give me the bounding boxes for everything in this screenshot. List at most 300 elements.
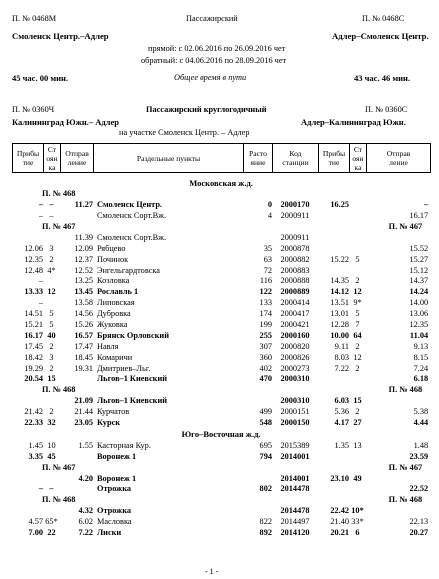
- arrival-right: 15.22: [330, 254, 349, 264]
- station-code: 2014497: [280, 517, 310, 527]
- station-name: Курчатов: [97, 407, 130, 417]
- railway-name: Юго–Восточная ж.д.: [181, 429, 261, 440]
- departure-right: [366, 506, 430, 517]
- page-number: - 1 -: [205, 567, 219, 576]
- table-row: [12, 341, 430, 352]
- distance: 548: [259, 418, 272, 427]
- table-row: [12, 506, 430, 517]
- arrival-right: [318, 233, 349, 244]
- stop-left: 2: [49, 341, 54, 351]
- table-row: [12, 473, 430, 484]
- departure-right: 13.06: [409, 309, 429, 319]
- station-code: 2000421: [280, 319, 310, 329]
- station-code: 2000882: [280, 254, 310, 264]
- stop-left: 2: [49, 254, 54, 264]
- distance: 892: [259, 528, 272, 538]
- travel-time-left: 45 час. 00 мин.: [12, 73, 69, 83]
- distance: 470: [259, 374, 272, 384]
- station-name: Смоленск Сорт.Вж.: [97, 232, 167, 242]
- station-code: 2000820: [280, 341, 310, 351]
- station-code: 2000170: [280, 200, 310, 210]
- arrival-right: 21.40: [330, 517, 349, 527]
- stop-right: 6: [355, 528, 360, 538]
- train-section-row: [12, 189, 430, 200]
- departure-left: 12.37: [74, 254, 93, 264]
- distance: [243, 396, 272, 407]
- distance: 35: [263, 243, 272, 253]
- station-name: Дубровка: [97, 309, 131, 319]
- stop-right: 5: [355, 309, 360, 319]
- arrival-left: –: [38, 211, 43, 221]
- departure-right: 12.35: [409, 319, 429, 329]
- distance: 695: [259, 440, 272, 450]
- train-left-number: П. № 0468М: [12, 14, 57, 23]
- departure-right: [366, 396, 430, 407]
- departure-left: 21.44: [74, 407, 93, 417]
- section-train-type: Пассажирский круглогодичный: [146, 105, 267, 114]
- station-code: 2000273: [280, 363, 310, 373]
- stop-left: 2: [49, 363, 54, 373]
- arrival-left: 17.45: [24, 341, 43, 351]
- stop-right: 2: [355, 363, 360, 373]
- arrival-left: 22.33: [24, 418, 43, 427]
- railway-heading: [12, 177, 430, 189]
- distance: 255: [259, 330, 272, 340]
- distance: 133: [259, 298, 272, 308]
- col-stop-left: Ст оян ка: [44, 144, 61, 173]
- section-right-train: П. № 468: [388, 385, 423, 395]
- stop-right: 64: [353, 330, 362, 340]
- stop-right: 49: [353, 473, 362, 483]
- arrival-left: –: [38, 298, 43, 308]
- arrival-right: 12.28: [330, 319, 349, 329]
- arrival-left: –: [38, 484, 43, 494]
- distance: 72: [263, 265, 272, 275]
- stop-left: 40: [47, 330, 56, 340]
- station-code: 2000160: [280, 330, 310, 340]
- section-right-train: П. № 467: [388, 221, 423, 231]
- departure-left: 13.58: [74, 298, 93, 308]
- departure-right: 15.27: [409, 254, 429, 264]
- arrival-left: [12, 473, 43, 484]
- stop-left: [43, 506, 60, 517]
- stop-left: 12: [47, 287, 56, 297]
- station-name: Курск: [97, 418, 121, 427]
- departure-left: [60, 451, 93, 462]
- stop-left: 3: [49, 352, 54, 362]
- stop-right: 2: [355, 276, 360, 286]
- arrival-left: [12, 233, 43, 244]
- arrival-left: [12, 506, 43, 517]
- stop-left: 5: [49, 319, 54, 329]
- station-code: 2000414: [280, 298, 310, 308]
- railway-name: Московская ж.д.: [189, 177, 253, 188]
- arrival-right: 14.35: [330, 276, 349, 286]
- stop-right: 7: [355, 319, 360, 329]
- arrival-right: 13.51: [330, 298, 349, 308]
- distance: 174: [259, 309, 272, 319]
- train-section-row: [12, 462, 430, 473]
- departure-left: 13.45: [74, 287, 93, 297]
- departure-left: 11.27: [74, 200, 93, 210]
- departure-left: 11.39: [74, 232, 93, 242]
- table-row: [12, 265, 430, 276]
- departure-right: 14.37: [409, 276, 429, 286]
- arrival-left: 16.17: [24, 330, 43, 340]
- stop-right: 5: [355, 254, 360, 264]
- departure-right: 14.00: [409, 298, 429, 308]
- table-row: [12, 200, 430, 211]
- period-return: обратный: с 04.06.2016 по 28.09.2016 чет: [141, 56, 287, 65]
- arrival-right: 13.01: [330, 309, 349, 319]
- station-code: 2014001: [280, 473, 310, 483]
- stop-right: [349, 451, 366, 462]
- stop-left: 10: [47, 440, 56, 450]
- stop-left: [43, 233, 60, 244]
- departure-right: 4.44: [413, 418, 429, 427]
- table-row: [12, 211, 430, 222]
- station-name: Смоленск Центр.: [97, 200, 163, 210]
- stop-right: 2: [355, 341, 360, 351]
- station-name: Лиски: [97, 528, 122, 538]
- stop-right: 15: [353, 396, 362, 406]
- stop-left: 4*: [47, 265, 56, 275]
- arrival-left: 4.57: [28, 517, 43, 527]
- table-row: [12, 331, 430, 342]
- section-route-left: Калининград Южн.– Адлер: [12, 117, 119, 127]
- arrival-right: [318, 265, 349, 276]
- arrival-left: 13.33: [24, 287, 43, 297]
- table-row: [12, 243, 430, 254]
- arrival-right: [318, 374, 349, 385]
- arrival-left: 15.21: [24, 319, 43, 329]
- arrival-right: 10.00: [330, 330, 349, 340]
- stop-right: 12: [353, 287, 362, 297]
- stop-right: 27: [353, 418, 362, 427]
- arrival-right: 1.35: [334, 440, 349, 450]
- stop-right: [349, 265, 366, 276]
- station-name: Смоленск Сорт.Вж.: [97, 211, 167, 221]
- section-right-train: П. № 467: [388, 462, 423, 472]
- distance: 4: [267, 211, 272, 221]
- table-row: [12, 276, 430, 287]
- departure-left: 19.31: [74, 363, 93, 373]
- station-name: Льгов–1 Киевский: [97, 396, 168, 406]
- stop-left: 45: [47, 451, 56, 461]
- station-name: Воронеж 1: [97, 451, 137, 461]
- arrival-left: 12.06: [24, 243, 43, 253]
- table-row: [12, 407, 430, 418]
- section-right-train: [243, 189, 430, 200]
- distance: 307: [259, 341, 272, 351]
- stop-left: 5: [49, 309, 54, 319]
- travel-time-label: Общее время в пути: [174, 73, 247, 82]
- table-row: [12, 484, 430, 495]
- arrival-right: 9.11: [334, 341, 349, 351]
- distance: [243, 506, 272, 517]
- station-code: 2000889: [280, 287, 310, 297]
- arrival-left: [12, 396, 43, 407]
- section-left-train: П. № 467: [42, 462, 76, 472]
- arrival-right: 16.25: [330, 200, 349, 210]
- departure-right: –: [423, 200, 429, 210]
- departure-right: 15.52: [409, 243, 429, 253]
- train-type: Пассажирский: [186, 14, 238, 23]
- departure-left: [60, 211, 93, 222]
- col-arrival-left: Прибы тие: [13, 144, 44, 173]
- departure-left: 4.20: [78, 473, 93, 483]
- stop-left: –: [49, 211, 54, 221]
- departure-right: 16.17: [409, 211, 429, 221]
- departure-right: 14.24: [409, 287, 429, 297]
- section-right-train: П. № 468: [388, 495, 423, 505]
- stop-left: [43, 276, 60, 287]
- arrival-right: [318, 243, 349, 254]
- station-code: 2014120: [280, 528, 310, 538]
- arrival-left: 21.42: [24, 407, 43, 417]
- period-direct: прямой: с 02.06.2016 по 26.09.2016 чет: [148, 44, 286, 53]
- station-name: Навля: [97, 341, 119, 351]
- stop-right: 13: [353, 440, 362, 450]
- stop-left: 32: [47, 418, 56, 427]
- departure-right: [366, 233, 430, 244]
- departure-left: 6.02: [78, 517, 93, 527]
- table-row: [12, 309, 430, 320]
- train-section-row: [12, 222, 430, 233]
- stop-left: 2: [49, 407, 54, 417]
- departure-right: [366, 473, 430, 484]
- col-stations: Раздельные пункты: [94, 144, 244, 173]
- table-row: [12, 441, 430, 452]
- station-code: 2015389: [280, 440, 310, 450]
- arrival-right: 4.17: [334, 418, 349, 427]
- station-name: Починок: [97, 254, 129, 264]
- station-name: Комаричи: [97, 352, 133, 362]
- travel-time-right: 43 час. 46 мин.: [354, 73, 411, 83]
- station-name: Козловка: [97, 276, 130, 286]
- departure-left: 23.05: [74, 418, 93, 427]
- arrival-right: 23.10: [330, 473, 349, 483]
- section-left-train: П. № 467: [42, 221, 76, 231]
- stop-right: [349, 484, 366, 495]
- stop-left: [43, 396, 60, 407]
- table-row: [12, 517, 430, 528]
- section-subtitle: на участке Смоленск Центр. – Адлер: [119, 128, 250, 137]
- section-left-train: П. № 468: [42, 385, 76, 395]
- col-departure-right: Отправ ление: [367, 144, 431, 173]
- arrival-right: 20.21: [330, 528, 349, 538]
- col-distance: Расто яние: [244, 144, 273, 173]
- stop-right: 9*: [353, 298, 362, 308]
- departure-right: 15.12: [409, 265, 429, 275]
- distance: 499: [259, 407, 272, 417]
- station-code: 2000310: [280, 374, 310, 384]
- distance: 794: [259, 451, 272, 461]
- departure-right: 20.27: [409, 528, 429, 538]
- departure-right: 22.52: [409, 484, 429, 494]
- train-right-number: П. № 0468С: [362, 14, 405, 23]
- station-code: 2000888: [280, 276, 310, 286]
- section-route-right: Адлер–Калининград Южн.: [301, 117, 406, 127]
- table-row: [12, 287, 430, 298]
- arrival-right: 7.22: [334, 363, 349, 373]
- stop-right: [349, 374, 366, 385]
- arrival-left: 7.00: [28, 528, 43, 538]
- stop-right: 10*: [351, 506, 364, 516]
- distance: [243, 233, 272, 244]
- station-name: Брянск Орловский: [97, 330, 169, 340]
- col-station-code: Код станции: [273, 144, 319, 173]
- departure-right: 8.15: [413, 352, 429, 362]
- distance: 822: [259, 517, 272, 527]
- arrival-left: 3.35: [28, 451, 43, 461]
- table-row: [12, 451, 430, 462]
- departure-left: [60, 484, 93, 495]
- arrival-right: [318, 211, 349, 222]
- stop-right: 33*: [351, 517, 364, 527]
- table-row: [12, 374, 430, 385]
- arrival-right: 22.42: [330, 506, 349, 516]
- arrival-right: 5.36: [334, 407, 349, 417]
- departure-right: 6.18: [413, 374, 429, 384]
- arrival-left: 12.35: [24, 254, 43, 264]
- departure-right: 7.24: [413, 363, 429, 373]
- departure-right: 9.13: [413, 341, 429, 351]
- station-code: 2014001: [280, 451, 310, 461]
- station-code: 2000826: [280, 352, 310, 362]
- station-code: 2014478: [280, 484, 310, 494]
- stop-right: [349, 211, 366, 222]
- station-code: 2014478: [280, 506, 310, 516]
- station-code: 2000911: [280, 232, 310, 242]
- distance: 116: [259, 276, 272, 286]
- section-train-left: П. № 0360Ч: [12, 105, 55, 114]
- table-row: [12, 352, 430, 363]
- stop-right: [349, 200, 366, 211]
- distance: 122: [259, 287, 272, 297]
- departure-left: 14.56: [74, 309, 93, 319]
- route-right: Адлер–Смоленск Центр.: [332, 31, 429, 41]
- stop-right: 2: [355, 407, 360, 417]
- arrival-left: –: [38, 200, 43, 210]
- station-name: Касторная Кур.: [97, 440, 151, 450]
- arrival-left: 18.42: [24, 352, 43, 362]
- stop-left: 3: [49, 243, 54, 253]
- station-name: Воронеж 1: [97, 473, 137, 483]
- arrival-left: 20.54: [24, 374, 43, 384]
- column-header: [12, 143, 431, 173]
- arrival-right: 6.03: [334, 396, 349, 406]
- station-name: Отрожка: [97, 484, 132, 494]
- table-row: [12, 418, 430, 429]
- distance: 802: [259, 484, 272, 494]
- table-row: [12, 298, 430, 309]
- arrival-left: 14.51: [24, 309, 43, 319]
- section-left-train: П. № 468: [42, 495, 76, 505]
- section-train-right: П. № 0360С: [365, 105, 408, 114]
- distance: 360: [259, 352, 272, 362]
- route-left: Смоленск Центр.–Адлер: [12, 31, 109, 41]
- railway-heading: [12, 429, 430, 441]
- arrival-right: 14.12: [330, 287, 349, 297]
- departure-right: 5.38: [413, 407, 429, 417]
- stop-left: [43, 473, 60, 484]
- station-name: Масловка: [97, 517, 132, 527]
- arrival-right: [318, 451, 349, 462]
- departure-left: 12.52: [74, 265, 93, 275]
- stop-left: 15: [47, 374, 56, 384]
- timetable: [12, 177, 430, 539]
- station-code: 2000417: [280, 309, 310, 319]
- table-row: [12, 233, 430, 244]
- departure-right: 11.04: [409, 330, 429, 340]
- distance: [243, 473, 272, 484]
- departure-left: 7.22: [78, 528, 93, 538]
- arrival-right: 8.03: [334, 352, 349, 362]
- departure-left: 12.09: [74, 243, 93, 253]
- stop-left: –: [49, 200, 54, 210]
- station-code: 2000310: [280, 396, 310, 406]
- table-row: [12, 396, 430, 407]
- station-name: Липовская: [97, 298, 135, 308]
- train-section-row: [12, 495, 430, 506]
- stop-left: [43, 298, 60, 309]
- departure-left: 16.57: [74, 330, 93, 340]
- departure-right: 23.59: [409, 451, 429, 461]
- departure-left: 21.09: [74, 396, 93, 406]
- departure-left: 4.32: [78, 506, 93, 516]
- arrival-left: 1.45: [28, 440, 43, 450]
- arrival-left: 19.29: [24, 363, 43, 373]
- station-name: Рябцево: [97, 243, 126, 253]
- train-section-row: [12, 385, 430, 396]
- col-arrival-right: Прибы тие: [319, 144, 350, 173]
- station-code: 2000151: [280, 407, 310, 417]
- departure-right: 22.13: [409, 517, 429, 527]
- arrival-right: [318, 484, 349, 495]
- station-name: Рославль 1: [97, 287, 139, 297]
- departure-left: 15.26: [74, 319, 93, 329]
- stop-left: 22: [47, 528, 56, 538]
- stop-left: 65*: [45, 517, 58, 527]
- table-row: [12, 254, 430, 265]
- stop-right: [349, 233, 366, 244]
- col-departure-left: Отправ ление: [61, 144, 94, 173]
- station-code: 2000150: [280, 418, 310, 427]
- station-name: Энгельгардтовска: [97, 265, 160, 275]
- departure-left: 13.25: [74, 276, 93, 286]
- arrival-left: 12.48: [24, 265, 43, 275]
- stop-right: [349, 243, 366, 254]
- station-name: Жуковка: [97, 319, 128, 329]
- station-name: Отрожка: [97, 506, 132, 516]
- station-name: Дмитриев–Льг.: [97, 363, 151, 373]
- stop-right: 12: [353, 352, 362, 362]
- departure-left: [60, 374, 93, 385]
- departure-right: 1.48: [413, 440, 429, 450]
- departure-left: 17.47: [74, 341, 93, 351]
- distance: 402: [259, 363, 272, 373]
- station-code: 2000911: [280, 211, 310, 221]
- distance: 0: [267, 200, 272, 210]
- station-name: Льгов–1 Киевский: [97, 374, 168, 384]
- arrival-left: –: [38, 276, 43, 286]
- station-code: 2000883: [280, 265, 310, 275]
- section-left-train: П. № 468: [42, 189, 76, 199]
- distance: 63: [263, 254, 272, 264]
- table-row: [12, 528, 430, 539]
- departure-left: 18.45: [74, 352, 93, 362]
